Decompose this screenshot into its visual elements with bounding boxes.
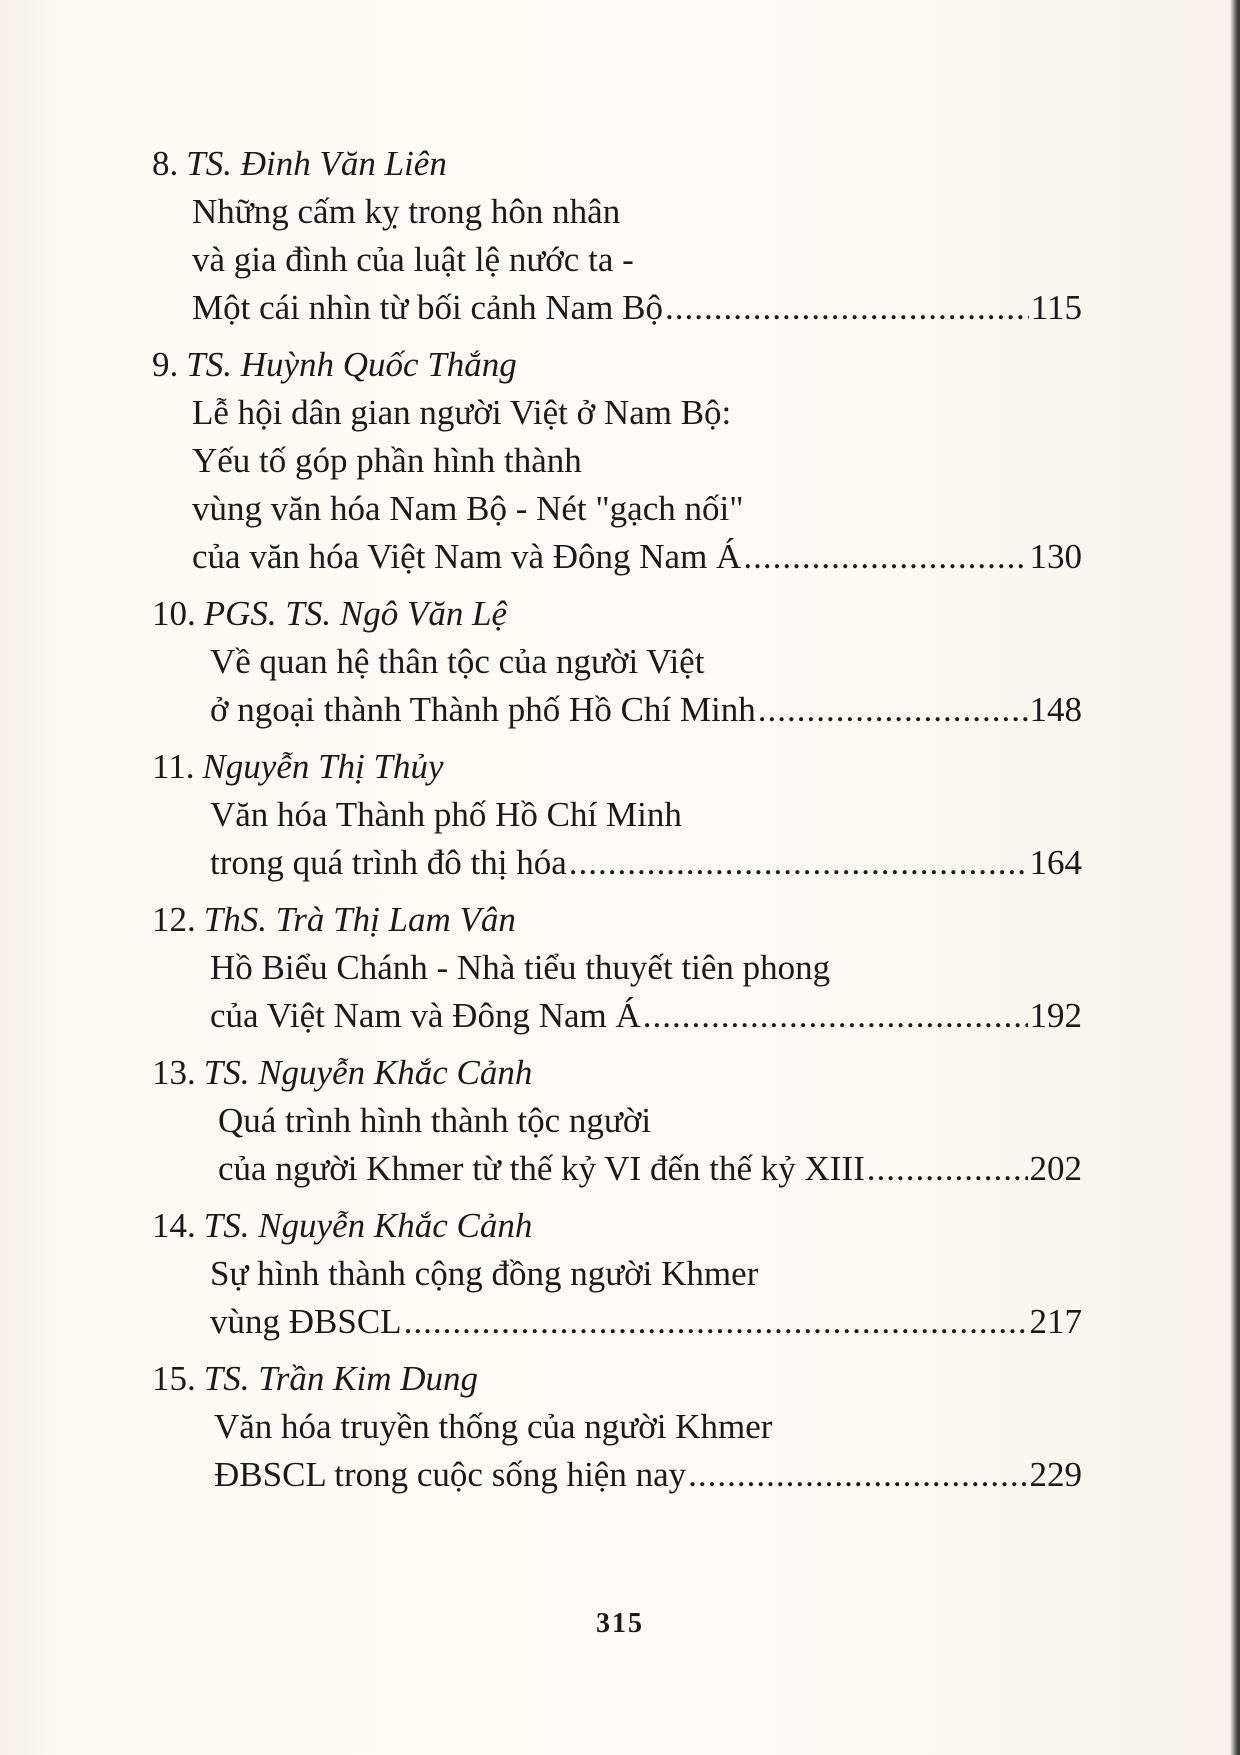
entry-title-line: vùng ĐBSCL — [210, 1302, 402, 1341]
entry-author-line — [152, 1049, 1082, 1097]
entry-page-number: 217 — [1029, 1302, 1082, 1341]
dot-leader — [758, 686, 1028, 734]
entry-title-line: Quá trình hình thành tộc người — [218, 1101, 652, 1140]
entry-title-line: của văn hóa Việt Nam và Đông Nam Á — [192, 537, 742, 576]
dot-leader — [404, 1298, 1028, 1346]
entry-title-line: Lễ hội dân gian người Việt ở Nam Bộ: — [192, 393, 732, 432]
entry-title-line: Về quan hệ thân tộc của người Việt — [210, 642, 705, 681]
entry-title-line: của người Khmer từ thế kỷ VI đến thế kỷ XIII — [218, 1149, 865, 1188]
entry-page-number: 192 — [1029, 996, 1082, 1035]
entry-number: 8. — [152, 144, 179, 183]
entry-number: 14. — [152, 1206, 196, 1245]
entry-author-line — [152, 341, 1082, 389]
dot-leader — [688, 1451, 1027, 1499]
entry-title-last-line — [210, 1298, 1082, 1346]
entry-author: PGS. TS. Ngô Văn Lệ — [203, 594, 508, 633]
entry-author: ThS. Trà Thị Lam Vân — [203, 900, 516, 939]
entry-title-line: vùng văn hóa Nam Bộ - Nét "gạch nối" — [192, 489, 744, 528]
toc-entry — [152, 1202, 1082, 1346]
toc-entry — [152, 896, 1082, 1040]
entry-number: 11. — [152, 747, 195, 786]
entry-title-line: Văn hóa Thành phố Hồ Chí Minh — [210, 795, 682, 834]
entry-author-line — [152, 1202, 1082, 1250]
entry-author-line — [152, 743, 1082, 791]
dot-leader — [743, 533, 1027, 581]
entry-title-line: của Việt Nam và Đông Nam Á — [210, 996, 641, 1035]
entry-title-last-line — [210, 992, 1082, 1040]
entry-title-last-line — [214, 1451, 1082, 1499]
toc-entry — [152, 1049, 1082, 1193]
entry-number: 12. — [152, 900, 196, 939]
page-number: 315 — [596, 1608, 644, 1639]
entry-title-line: và gia đình của luật lệ nước ta - — [192, 240, 634, 279]
entry-title-line: ở ngoại thành Thành phố Hồ Chí Minh — [210, 690, 756, 729]
toc-entry — [152, 743, 1082, 887]
entry-title-last-line — [210, 839, 1082, 887]
entry-title-line: trong quá trình đô thị hóa — [210, 843, 567, 882]
entry-page-number: 130 — [1029, 537, 1082, 576]
toc-entry — [152, 341, 1082, 581]
entry-number: 10. — [152, 594, 196, 633]
entry-author: TS. Nguyễn Khắc Cảnh — [203, 1053, 533, 1092]
entry-author: Nguyễn Thị Thủy — [202, 747, 444, 786]
entry-title-line: Những cấm kỵ trong hôn nhân — [192, 192, 621, 231]
entry-author: TS. Nguyễn Khắc Cảnh — [203, 1206, 533, 1245]
entry-title-last-line — [218, 1145, 1082, 1193]
entry-title-last-line — [192, 284, 1082, 332]
toc-entry — [152, 140, 1082, 332]
entry-page-number: 202 — [1029, 1149, 1082, 1188]
table-of-contents — [152, 140, 1082, 1508]
entry-title-last-line — [192, 533, 1082, 581]
entry-page-number: 164 — [1029, 843, 1082, 882]
entry-number: 13. — [152, 1053, 196, 1092]
entry-author-line — [152, 590, 1082, 638]
entry-number: 15. — [152, 1359, 196, 1398]
entry-page-number: 229 — [1029, 1455, 1082, 1494]
entry-title-last-line — [210, 686, 1082, 734]
page-edge-shadow — [1230, 0, 1240, 1755]
toc-entry — [152, 1355, 1082, 1499]
dot-leader — [643, 992, 1028, 1040]
entry-title-line: Một cái nhìn từ bối cảnh Nam Bộ — [192, 288, 663, 327]
dot-leader — [867, 1145, 1028, 1193]
entry-author-line — [152, 140, 1082, 188]
entry-author: TS. Huỳnh Quốc Thắng — [186, 345, 517, 384]
entry-title-line: ĐBSCL trong cuộc sống hiện nay — [214, 1455, 687, 1494]
entry-page-number: 115 — [1030, 288, 1082, 327]
dot-leader — [665, 284, 1029, 332]
entry-author-line — [152, 1355, 1082, 1403]
entry-title-line: Sự hình thành cộng đồng người Khmer — [210, 1254, 759, 1293]
entry-title-line: Yếu tố góp phần hình thành — [192, 441, 582, 480]
entry-author-line — [152, 896, 1082, 944]
entry-title-line: Văn hóa truyền thống của người Khmer — [214, 1407, 773, 1446]
entry-author: TS. Trần Kim Dung — [203, 1359, 478, 1398]
entry-number: 9. — [152, 345, 179, 384]
entry-author: TS. Đinh Văn Liên — [186, 144, 447, 183]
entry-title-line: Hồ Biểu Chánh - Nhà tiểu thuyết tiên phong — [210, 948, 831, 987]
dot-leader — [569, 839, 1028, 887]
entry-page-number: 148 — [1029, 690, 1082, 729]
toc-entry — [152, 590, 1082, 734]
